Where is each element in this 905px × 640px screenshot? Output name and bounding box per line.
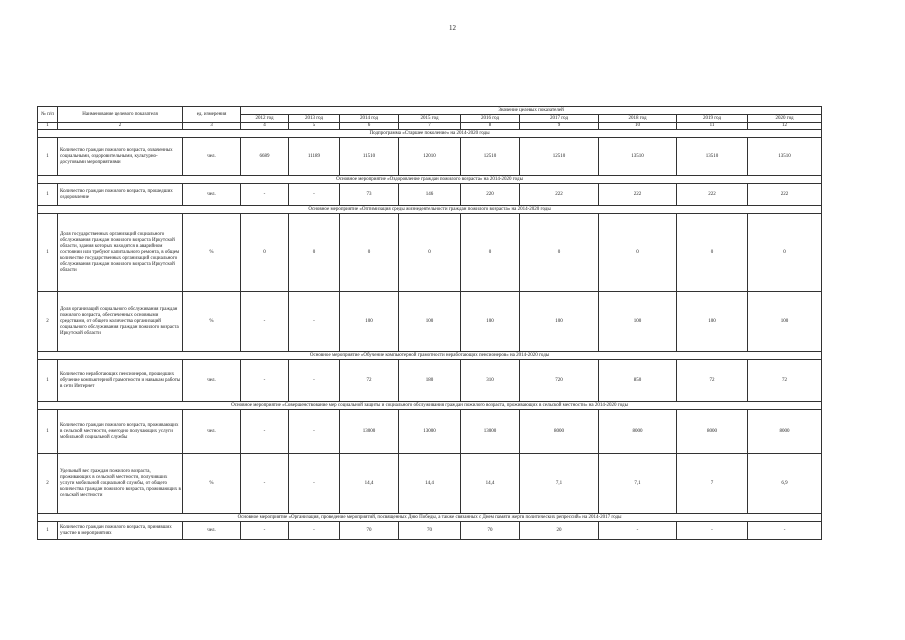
header-unit: ед. измерения	[183, 107, 241, 123]
section-title: Основное мероприятие «Оздоровление граждан пожилого возраста» на 2014-2020 годы	[38, 176, 822, 184]
value-cell: 14,4	[461, 454, 520, 514]
indicator-name: Количество граждан пожилого возраста, прошедших оздоровление	[58, 184, 183, 206]
section-title: Основное мероприятие «Организация, проведение мероприятий, посвященных Дню Победы, а также связанных с Днем памяти жертв политических репрессий» на 2014-2017 годы	[38, 514, 822, 522]
value-cell: 0	[241, 214, 289, 292]
section-row	[38, 176, 822, 184]
row-num: 1	[38, 184, 58, 206]
value-cell: 0	[461, 214, 520, 292]
value-cell: -	[599, 522, 677, 540]
column-number: 8	[461, 123, 520, 130]
unit-cell: чел.	[183, 184, 241, 206]
header-year: 2017 год	[520, 115, 599, 123]
value-cell: 0	[340, 214, 399, 292]
unit-cell: %	[183, 214, 241, 292]
value-cell: 6689	[241, 138, 289, 176]
indicator-name: Количество граждан пожилого возраста, принявших участие в мероприятиях	[58, 522, 183, 540]
value-cell: 146	[399, 184, 461, 206]
indicator-name: Доля государственных организаций социального обслуживания граждан пожилого возраста Иркутской области, здания которых находятся в аварийном состоянии или требуют капитального ремонта, в общем количестве государственных организаций социального обслуживания граждан пожилого возраста Иркутской области	[58, 214, 183, 292]
value-cell: 13000	[399, 410, 461, 454]
unit-cell: чел.	[183, 522, 241, 540]
value-cell: 100	[399, 292, 461, 352]
section-row	[38, 130, 822, 138]
row-num: 1	[38, 214, 58, 292]
value-cell: 720	[520, 360, 599, 402]
table-row	[38, 184, 822, 206]
target-indicators-table	[37, 106, 822, 540]
value-cell: 11510	[340, 138, 399, 176]
header-year: 2020 год	[748, 115, 822, 123]
value-cell: 7,1	[599, 454, 677, 514]
value-cell: 100	[748, 292, 822, 352]
table-row	[38, 292, 822, 352]
table-row	[38, 522, 822, 540]
indicator-name: Количество граждан пожилого возраста, проживающих в сельской местности, ежегодно получающих услуги мобильной социальной службы	[58, 410, 183, 454]
row-num: 2	[38, 292, 58, 352]
table-row	[38, 138, 822, 176]
value-cell: 220	[461, 184, 520, 206]
column-number: 11	[677, 123, 748, 130]
column-number: 3	[183, 123, 241, 130]
value-cell: 70	[399, 522, 461, 540]
row-num: 1	[38, 138, 58, 176]
indicator-name: Доля организаций социального обслуживания граждан пожилого возраста, обеспеченных основными средствами, от общего количества организаций социального обслуживания граждан пожилого возраста Иркутской области	[58, 292, 183, 352]
header-year: 2015 год	[399, 115, 461, 123]
value-cell: 14,4	[399, 454, 461, 514]
value-cell: 13000	[461, 410, 520, 454]
section-row	[38, 514, 822, 522]
value-cell: 12010	[399, 138, 461, 176]
indicator-name: Удельный вес граждан пожилого возраста, проживающих в сельской местности, получивших услуги мобильной социальной службы, от общего количества граждан пожилого возраста, проживающих в сельской местности	[58, 454, 183, 514]
header-num: № п/п	[38, 107, 58, 123]
section-row	[38, 402, 822, 410]
value-cell: -	[241, 292, 289, 352]
value-cell: -	[748, 522, 822, 540]
value-cell: 70	[461, 522, 520, 540]
row-num: 1	[38, 360, 58, 402]
section-row	[38, 352, 822, 360]
value-cell: -	[289, 184, 340, 206]
header-values: Значение целевых показателей	[241, 107, 822, 115]
table-row	[38, 410, 822, 454]
value-cell: 100	[599, 292, 677, 352]
value-cell: 8000	[520, 410, 599, 454]
value-cell: 12510	[520, 138, 599, 176]
value-cell: -	[677, 522, 748, 540]
column-number: 10	[599, 123, 677, 130]
value-cell: -	[289, 410, 340, 454]
row-num: 1	[38, 522, 58, 540]
value-cell: 13000	[340, 410, 399, 454]
unit-cell: чел.	[183, 360, 241, 402]
table-body	[38, 107, 822, 540]
value-cell: 14,4	[340, 454, 399, 514]
section-title: Основное мероприятие «Оптимизация среды жизнедеятельности граждан пожилого возраста» на 2014-2020 годы	[38, 206, 822, 214]
value-cell: 222	[748, 184, 822, 206]
value-cell: 11189	[289, 138, 340, 176]
value-cell: -	[241, 360, 289, 402]
unit-cell: %	[183, 292, 241, 352]
unit-cell: %	[183, 454, 241, 514]
value-cell: 13510	[677, 138, 748, 176]
value-cell: -	[289, 292, 340, 352]
value-cell: 100	[340, 292, 399, 352]
section-row	[38, 206, 822, 214]
value-cell: 180	[399, 360, 461, 402]
value-cell: 13510	[748, 138, 822, 176]
column-number: 4	[241, 123, 289, 130]
value-cell: 0	[677, 214, 748, 292]
header-year: 2019 год	[677, 115, 748, 123]
page-number: 12	[449, 24, 456, 32]
value-cell: 6,9	[748, 454, 822, 514]
value-cell: 8000	[599, 410, 677, 454]
column-number-row	[38, 123, 822, 130]
row-num: 2	[38, 454, 58, 514]
header-year: 2018 год	[599, 115, 677, 123]
value-cell: -	[241, 184, 289, 206]
value-cell: 100	[520, 292, 599, 352]
indicator-name: Количество неработающих пенсионеров, прошедших обучение компьютерной грамотности и навыкам работы в сети Интернет	[58, 360, 183, 402]
value-cell: 100	[677, 292, 748, 352]
column-number: 12	[748, 123, 822, 130]
table-row	[38, 454, 822, 514]
value-cell: 13510	[599, 138, 677, 176]
value-cell: -	[241, 410, 289, 454]
indicator-name: Количество граждан пожилого возраста, охваченных социальными, оздоровительными, культурно-досуговыми мероприятиями	[58, 138, 183, 176]
value-cell: 0	[520, 214, 599, 292]
value-cell: 0	[748, 214, 822, 292]
unit-cell: чел.	[183, 138, 241, 176]
value-cell: 70	[340, 522, 399, 540]
section-title: Подпрограмма «Старшее поколение» на 2014-2020 годы	[38, 130, 822, 138]
section-title: Основное мероприятие «Совершенствование мер социальной защиты и социального обслуживания граждан пожилого возраста, проживающих в сельской местности» на 2014-2020 годы	[38, 402, 822, 410]
value-cell: -	[241, 522, 289, 540]
column-number: 9	[520, 123, 599, 130]
value-cell: 72	[677, 360, 748, 402]
value-cell: 73	[340, 184, 399, 206]
header-year: 2014 год	[340, 115, 399, 123]
row-num: 1	[38, 410, 58, 454]
value-cell: 310	[461, 360, 520, 402]
header-name: Наименование целевого показателя	[58, 107, 183, 123]
value-cell: 7,1	[520, 454, 599, 514]
table-row	[38, 360, 822, 402]
value-cell: 7	[677, 454, 748, 514]
value-cell: 8000	[677, 410, 748, 454]
column-number: 1	[38, 123, 58, 130]
column-number: 2	[58, 123, 183, 130]
value-cell: 222	[599, 184, 677, 206]
column-number: 5	[289, 123, 340, 130]
column-number: 6	[340, 123, 399, 130]
section-title: Основное мероприятие «Обучение компьютерной грамотности неработающих пенсионеров» на 2014-2020 годы	[38, 352, 822, 360]
value-cell: -	[289, 454, 340, 514]
value-cell: 72	[340, 360, 399, 402]
value-cell: -	[241, 454, 289, 514]
header-year: 2012 год	[241, 115, 289, 123]
header-year: 2016 год	[461, 115, 520, 123]
value-cell: 20	[520, 522, 599, 540]
value-cell: 222	[520, 184, 599, 206]
value-cell: 850	[599, 360, 677, 402]
column-number: 7	[399, 123, 461, 130]
value-cell: 8000	[748, 410, 822, 454]
header-row	[38, 107, 822, 115]
table-row	[38, 214, 822, 292]
value-cell: 100	[461, 292, 520, 352]
value-cell: 12510	[461, 138, 520, 176]
unit-cell: чел.	[183, 410, 241, 454]
header-year: 2013 год	[289, 115, 340, 123]
value-cell: -	[289, 522, 340, 540]
value-cell: 222	[677, 184, 748, 206]
value-cell: 0	[289, 214, 340, 292]
value-cell: -	[289, 360, 340, 402]
value-cell: 0	[399, 214, 461, 292]
value-cell: 72	[748, 360, 822, 402]
value-cell: 0	[599, 214, 677, 292]
